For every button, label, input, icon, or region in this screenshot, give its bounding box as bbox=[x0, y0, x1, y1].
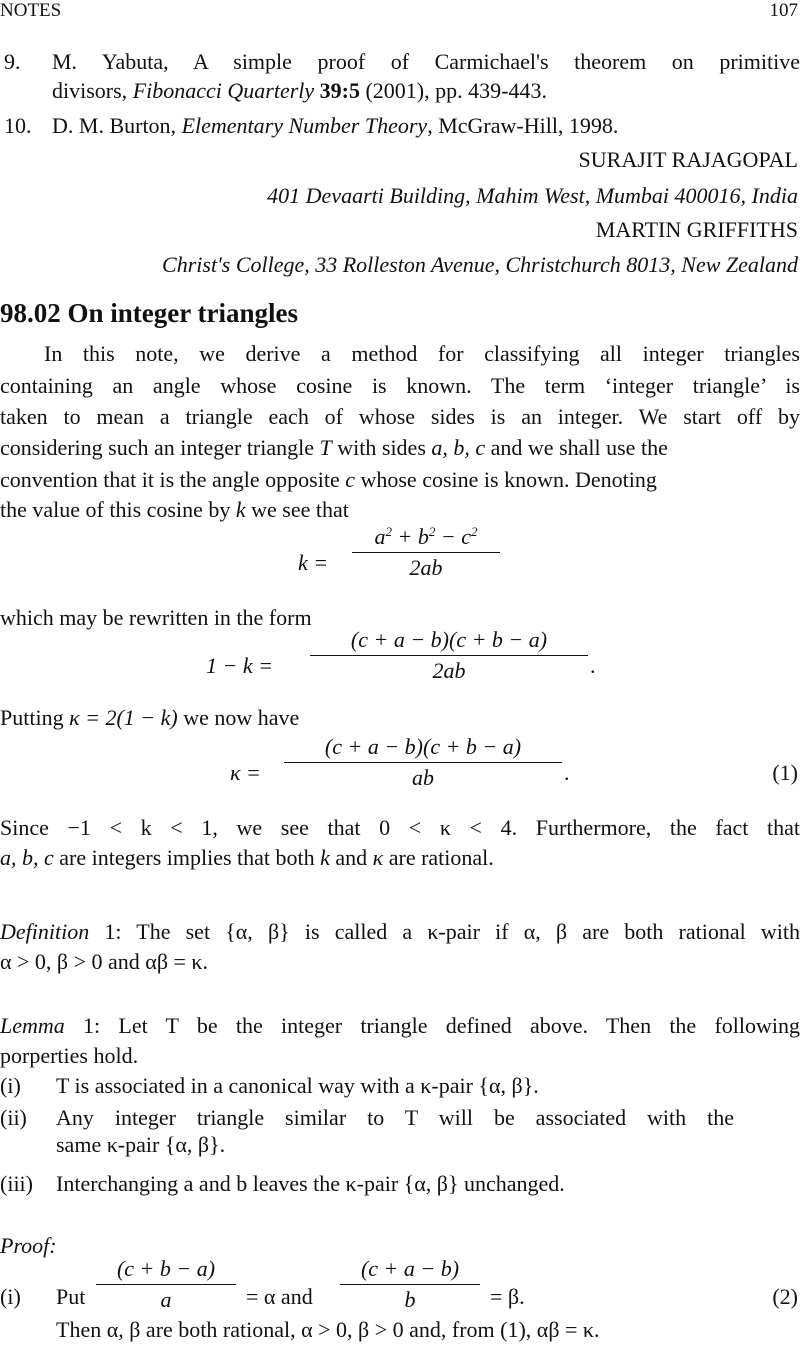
article-title: 98.02 On integer triangles bbox=[0, 298, 298, 328]
running-header-section: NOTES bbox=[0, 0, 62, 21]
paragraph-line bbox=[0, 496, 800, 524]
definition-line bbox=[0, 918, 800, 946]
paragraph-line bbox=[0, 844, 800, 872]
fraction bbox=[310, 627, 588, 684]
item-text: T is associated in a canonical way with a κ-pair {α, β}. bbox=[56, 1073, 539, 1098]
paragraph-line bbox=[0, 434, 800, 462]
item-label: (iii) bbox=[0, 1171, 33, 1196]
numerator: (c + a − b) bbox=[340, 1256, 480, 1285]
paragraph-line: In this note, we derive a method for classifying all integer triangles bbox=[44, 341, 800, 366]
reference-text-line1: M. Yabuta, A simple proof of Carmichael's theorem on primitive bbox=[52, 49, 800, 74]
numerator: (c + a − b)(c + b − a) bbox=[310, 627, 588, 656]
proof-label: Proof: bbox=[0, 1233, 57, 1258]
numerator: (c + b − a) bbox=[96, 1256, 236, 1285]
var-c: c bbox=[345, 467, 355, 492]
paragraph-line: taken to mean a triangle each of whose sides is an integer. We start off by bbox=[0, 404, 800, 429]
reference-text: divisors, bbox=[52, 78, 133, 103]
text: and we shall use the bbox=[485, 435, 668, 460]
text: = α and bbox=[246, 1284, 313, 1309]
lemma-line bbox=[0, 1012, 800, 1040]
fraction bbox=[340, 1256, 480, 1313]
denominator: b bbox=[404, 1287, 416, 1312]
paragraph-line: containing an angle whose cosine is known. The term ‘integer triangle’ is bbox=[0, 373, 800, 398]
item-label: (ii) bbox=[0, 1105, 27, 1130]
var-k: k bbox=[320, 845, 330, 870]
var-abc: a, b, c bbox=[431, 435, 486, 460]
var-abc: a, b, c bbox=[0, 845, 54, 870]
definition-label: Definition bbox=[0, 919, 90, 944]
text: we see that bbox=[245, 497, 349, 522]
denominator: 2ab bbox=[409, 555, 443, 580]
item-text: Any integer triangle similar to T will be associated with the bbox=[56, 1105, 734, 1130]
paragraph-line: Since −1 < k < 1, we see that 0 < κ < 4. Furthermore, the fact that bbox=[0, 815, 800, 840]
text: whose cosine is known. Denoting bbox=[354, 467, 657, 492]
journal-volume: 39:5 bbox=[319, 78, 360, 103]
journal-title: Fibonacci Quarterly bbox=[132, 78, 315, 103]
text: we now have bbox=[177, 705, 300, 730]
reference-text: , McGraw-Hill, 1998. bbox=[427, 113, 619, 138]
text: the value of this cosine by bbox=[0, 497, 236, 522]
equation-lhs: κ = bbox=[230, 760, 261, 785]
definition-line: α > 0, β > 0 and αβ = κ. bbox=[0, 949, 209, 974]
paragraph-line: which may be rewritten in the form bbox=[0, 605, 312, 630]
text: and bbox=[329, 845, 373, 870]
denominator: ab bbox=[412, 765, 434, 790]
denominator: 2ab bbox=[432, 658, 466, 683]
author-name: SURAJIT RAJAGOPAL bbox=[578, 147, 798, 172]
lemma-line: porperties hold. bbox=[0, 1043, 139, 1068]
book-title: Elementary Number Theory bbox=[181, 113, 428, 138]
reference-text: (2001), pp. 439-443. bbox=[359, 78, 547, 103]
text: Putting bbox=[0, 705, 70, 730]
numerator: $a^2 + b^2 - c^2$ bbox=[352, 524, 500, 553]
text: with sides bbox=[331, 435, 432, 460]
var-k: k bbox=[235, 497, 246, 522]
var-T: T bbox=[319, 435, 332, 460]
reference-number: 9. bbox=[4, 49, 21, 74]
punct: . bbox=[590, 653, 596, 678]
lemma-label: Lemma bbox=[0, 1013, 65, 1038]
author-address: Christ's College, 33 Rolleston Avenue, Christchurch 8013, New Zealand bbox=[162, 252, 798, 277]
text: Put bbox=[56, 1284, 86, 1309]
equation-number: (2) bbox=[772, 1284, 798, 1309]
reference-text: D. M. Burton, bbox=[52, 113, 182, 138]
item-text: Then α, β are both rational, α > 0, β > 0 and, from (1), αβ = κ. bbox=[56, 1317, 600, 1342]
fraction bbox=[96, 1256, 236, 1313]
paragraph-line bbox=[0, 466, 800, 494]
equation-lhs: k = bbox=[298, 550, 329, 575]
reference-number: 10. bbox=[4, 113, 32, 138]
text: = β. bbox=[490, 1284, 525, 1309]
item-text: Interchanging a and b leaves the κ-pair {α, β} unchanged. bbox=[56, 1171, 565, 1196]
paragraph-line bbox=[0, 704, 800, 732]
math-expr: κ = 2(1 − k) bbox=[69, 705, 178, 730]
item-text: same κ-pair {α, β}. bbox=[56, 1132, 226, 1157]
item-label: (i) bbox=[0, 1284, 21, 1309]
text: 1: Let T be the integer triangle defined above. Then the following bbox=[64, 1013, 800, 1038]
equation-lhs: 1 − k = bbox=[206, 653, 273, 678]
item-label: (i) bbox=[0, 1073, 21, 1098]
numerator: (c + a − b)(c + b − a) bbox=[284, 734, 562, 763]
text: are integers implies that both bbox=[53, 845, 321, 870]
fraction bbox=[284, 734, 562, 791]
text: considering such an integer triangle bbox=[0, 435, 320, 460]
author-address: 401 Devaarti Building, Mahim West, Mumbai 400016, India bbox=[267, 183, 798, 208]
text: convention that it is the angle opposite bbox=[0, 467, 346, 492]
denominator: a bbox=[160, 1287, 172, 1312]
punct: . bbox=[564, 760, 570, 785]
text: are rational. bbox=[383, 845, 494, 870]
var-kappa: κ bbox=[372, 845, 384, 870]
author-name: MARTIN GRIFFITHS bbox=[595, 217, 798, 242]
equation-number: (1) bbox=[772, 760, 798, 785]
text: 1: The set {α, β} is called a κ-pair if α, β are both rational with bbox=[89, 919, 800, 944]
fraction bbox=[352, 524, 500, 581]
page-number: 107 bbox=[769, 0, 798, 21]
